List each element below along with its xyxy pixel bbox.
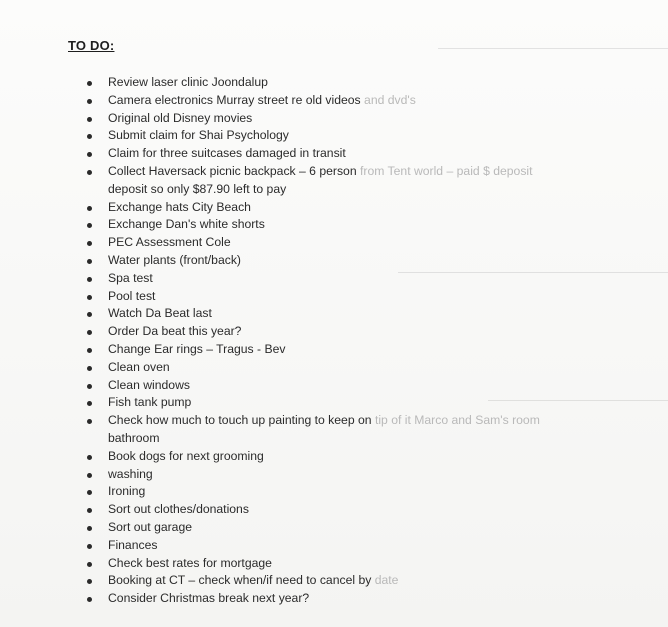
bullet-icon [87, 366, 92, 371]
bullet-icon [87, 206, 92, 211]
bullet-icon [87, 544, 92, 549]
todo-item [86, 127, 646, 145]
todo-item-text: Order Da beat this year? [108, 324, 242, 339]
todo-item-text: Spa test [108, 270, 153, 285]
todo-item-text: Finances [108, 537, 158, 552]
bullet-icon [87, 562, 92, 567]
todo-item-text: Exchange hats City Beach [108, 199, 251, 214]
todo-item [86, 590, 646, 608]
todo-item [86, 305, 646, 323]
todo-item [86, 110, 646, 128]
bullet-icon [87, 419, 92, 424]
todo-list [86, 74, 646, 608]
bullet-icon [87, 579, 92, 584]
todo-item-text: Camera electronics Murray street re old videos [108, 92, 365, 107]
bullet-icon [87, 401, 92, 406]
todo-item-text: Submit claim for Shai Psychology [108, 128, 289, 143]
bullet-icon [87, 99, 92, 104]
todo-item-faded-text: tip of it Marco and Sam's room [374, 413, 540, 428]
todo-item [86, 270, 646, 288]
bullet-icon [87, 490, 92, 495]
bullet-icon [87, 117, 92, 122]
todo-item [86, 483, 646, 501]
todo-item-text: washing [108, 466, 153, 481]
bullet-icon [87, 152, 92, 157]
todo-item-text: Collect Haversack picnic backpack – 6 person [108, 163, 360, 178]
todo-item-text: Clean oven [108, 359, 170, 374]
bullet-icon [87, 134, 92, 139]
todo-item [86, 74, 646, 92]
todo-item-text: Water plants (front/back) [108, 252, 241, 267]
bullet-icon [87, 526, 92, 531]
bullet-icon [87, 384, 92, 389]
bullet-icon [87, 295, 92, 300]
todo-item-text: Change Ear rings – Tragus - Bev [108, 341, 286, 356]
todo-item [86, 341, 646, 359]
bullet-icon [87, 277, 92, 282]
todo-item [86, 252, 646, 270]
todo-item-text: Pool test [108, 288, 156, 303]
todo-item [86, 163, 646, 199]
todo-item [86, 359, 646, 377]
todo-item-text: Ironing [108, 484, 146, 499]
todo-item [86, 448, 646, 466]
bullet-icon [87, 312, 92, 317]
bullet-icon [87, 223, 92, 228]
bullet-icon [87, 597, 92, 602]
todo-item [86, 412, 646, 448]
document-title: TO DO: [68, 38, 115, 53]
todo-item [86, 466, 646, 484]
todo-item-continuation: bathroom [108, 430, 160, 445]
bullet-icon [87, 330, 92, 335]
bullet-icon [87, 455, 92, 460]
scan-streak [438, 48, 668, 49]
todo-item [86, 537, 646, 555]
todo-item [86, 519, 646, 537]
todo-item-continuation: deposit so only $87.90 left to pay [108, 181, 287, 196]
bullet-icon [87, 473, 92, 478]
todo-item-text: Fish tank pump [108, 395, 192, 410]
todo-item-text: Exchange Dan's white shorts [108, 217, 265, 232]
todo-item-text: Original old Disney movies [108, 110, 253, 125]
todo-item [86, 323, 646, 341]
todo-item [86, 572, 646, 590]
todo-item-faded-text: date [374, 573, 399, 588]
bullet-icon [87, 81, 92, 86]
todo-item-text: Check best rates for mortgage [108, 555, 272, 570]
todo-item-text: Watch Da Beat last [108, 306, 212, 321]
todo-item-text: PEC Assessment Cole [108, 235, 231, 250]
todo-item [86, 288, 646, 306]
todo-item-text: Consider Christmas break next year? [108, 591, 310, 606]
bullet-icon [87, 508, 92, 513]
todo-item-faded-text: from Tent world – paid $ deposit [360, 163, 533, 178]
todo-item [86, 394, 646, 412]
bullet-icon [87, 348, 92, 353]
todo-item-text: Review laser clinic Joondalup [108, 75, 268, 89]
todo-item-text: Check how much to touch up painting to keep on [108, 413, 375, 428]
todo-item [86, 555, 646, 573]
todo-item [86, 145, 646, 163]
bullet-icon [87, 241, 92, 246]
todo-item [86, 377, 646, 395]
todo-item-text: Book dogs for next grooming [108, 448, 264, 463]
bullet-icon [87, 170, 92, 175]
todo-item [86, 216, 646, 234]
bullet-icon [87, 259, 92, 264]
todo-item-text: Clean windows [108, 377, 190, 392]
todo-item [86, 92, 646, 110]
todo-item-text: Booking at CT – check when/if need to cancel by [108, 573, 375, 588]
todo-item [86, 199, 646, 217]
todo-item-text: Claim for three suitcases damaged in transit [108, 146, 346, 161]
todo-item-text: Sort out clothes/donations [108, 502, 249, 517]
todo-item [86, 234, 646, 252]
todo-item-text: Sort out garage [108, 519, 193, 534]
todo-item [86, 501, 646, 519]
todo-item-faded-text: and dvd's [364, 92, 416, 107]
